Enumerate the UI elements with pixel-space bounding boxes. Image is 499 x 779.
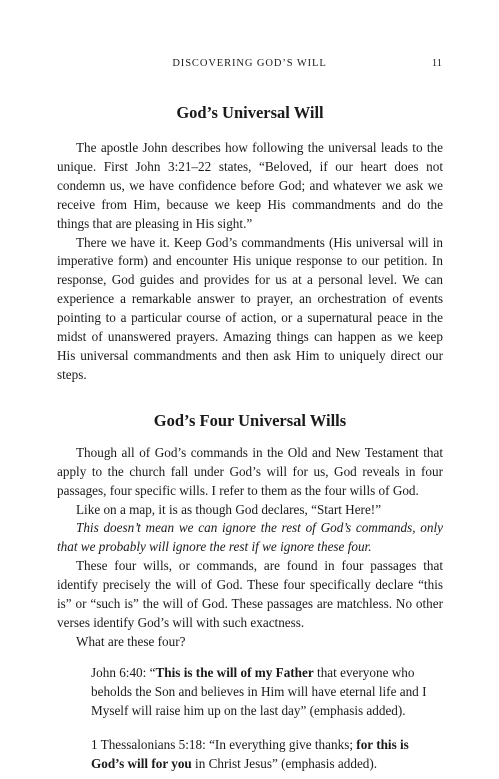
paragraph: Though all of God’s commands in the Old and New Testament that apply to the church fall under God’s will for us, God reveals in four passages, four specific wills. I refer to them as the four wills of God.: [57, 444, 443, 498]
paragraph: Like on a map, it is as though God declares, “Start Here!”: [76, 501, 382, 517]
quote-text: John 6:40: “: [91, 664, 156, 680]
quote-text: in Christ Jesus” (emphasis added).: [191, 756, 378, 772]
italic-paragraph: This doesn’t mean we can ignore the rest of God’s commands, only that we probably will ignore the rest if we ignore these four.: [57, 520, 443, 555]
quote-text: that everyone who beholds the Son and believes in Him will have eternal life and I Myself will raise him up on the last day” (emphasis added).: [91, 664, 427, 718]
quote-emphasis: This is the will of my Father: [155, 664, 314, 680]
quote-emphasis: for this is God’s will for you: [91, 737, 409, 772]
quote-text: 1 Thessalonians 5:18: “In everything give thanks;: [91, 737, 357, 753]
body-text: [57, 103, 443, 774]
paragraph: There we have it. Keep God’s commandments (His universal will in imperative form) and encounter His unique response to our petition. In response, God guides and provides for us at a personal level. We can experience a remarkable answer to prayer, an orchestration of events pointing to a particular course of action, or a supernatural peace in the midst of unanswered prayers. Amazing things can happen as we keep His universal commandments and then ask Him to uniquely direct our steps.: [57, 234, 443, 382]
paragraph: What are these four?: [76, 633, 186, 649]
block-quote-john: [91, 664, 443, 721]
section-heading-universal-will: God’s Universal Will: [176, 103, 324, 122]
running-head: [57, 58, 442, 69]
block-quote-thessalonians: [91, 736, 443, 774]
paragraph: These four wills, or commands, are found in four passages that identify precisely the will of God. These four specifically declare “this is” or “such is” the will of God. These passages are matchless. No other verses identify God’s will with such exactness.: [57, 558, 443, 630]
running-title: DISCOVERING GOD’S WILL: [172, 58, 327, 69]
page-number: 11: [431, 58, 442, 69]
paragraph: The apostle John describes how following the universal leads to the unique. First John 3:21–22 states, “Beloved, if our heart does not condemn us, we have confidence before God; and whatever we ask we receive from Him, because we keep His commandments and do the things that are pleasing in His sight.”: [57, 140, 443, 231]
section-heading-four-wills: God’s Four Universal Wills: [153, 410, 347, 430]
